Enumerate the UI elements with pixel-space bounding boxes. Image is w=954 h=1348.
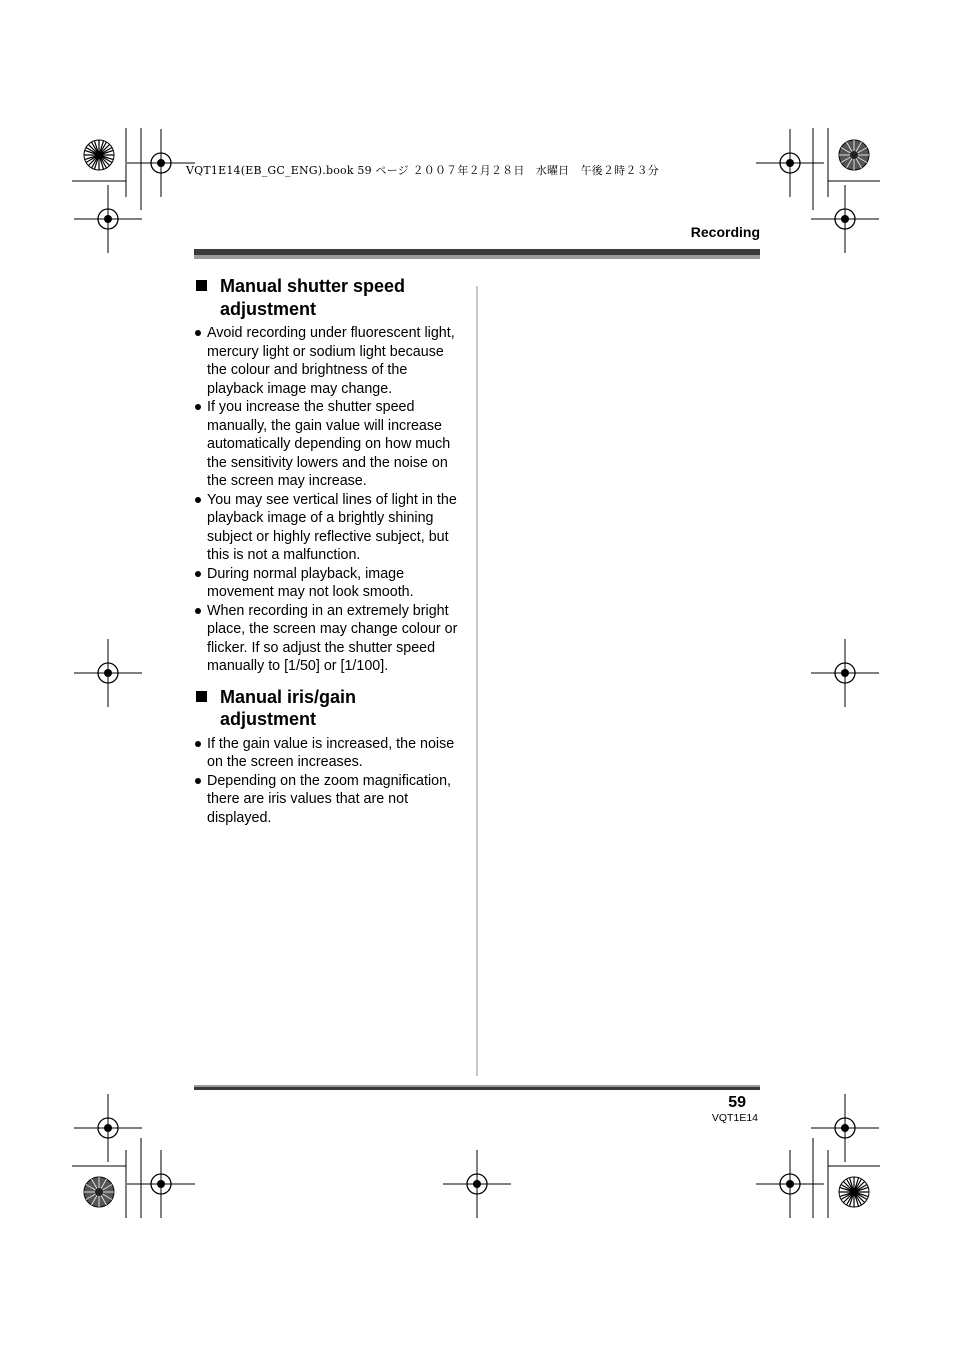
bullet-dot-icon (195, 741, 201, 747)
bullet-list (194, 735, 462, 828)
section-shutter-speed (194, 275, 462, 676)
bullet-dot-icon (195, 330, 201, 336)
model-code: VQT1E14 (711, 1112, 758, 1124)
bullet-dot-icon (195, 778, 201, 784)
heading-line-1: Manual shutter speed (220, 276, 406, 296)
list-item: When recording in an extremely bright place, the screen may change colour or flicker. If so adjust the shutter speed manually to [1/50] or [1/100]. (194, 602, 462, 676)
bullet-dot-icon (195, 497, 201, 503)
square-bullet-icon (196, 691, 207, 702)
list-item: Depending on the zoom magnification, there are iris values that are not displayed. (194, 772, 462, 828)
heading-line-1: Manual iris/gain (220, 686, 357, 707)
section-heading (194, 686, 462, 731)
list-item: If the gain value is increased, the noise on the screen increases. (194, 735, 462, 772)
left-column (194, 275, 462, 835)
page-number: 59 (728, 1094, 746, 1111)
section-label: Recording (690, 224, 760, 240)
top-rule (194, 249, 760, 259)
list-item: Avoid recording under fluorescent light, mercury light or sodium light because the colour and brightness of the playback image may change. (194, 324, 462, 398)
heading-line-2: adjustment (220, 709, 317, 729)
bullet-list (194, 324, 462, 676)
bullet-dot-icon (195, 404, 201, 410)
list-item: During normal playback, image movement may not look smooth. (194, 565, 462, 602)
bullet-dot-icon (195, 608, 201, 614)
heading-line-2: adjustment (220, 298, 317, 319)
section-iris-gain (194, 686, 462, 828)
bullet-dot-icon (195, 571, 201, 577)
list-item: You may see vertical lines of light in the playback image of a brightly shining subject or highly reflective subject, but this is not a malfunction. (194, 491, 462, 565)
column-divider (476, 286, 478, 1076)
list-item: If you increase the shutter speed manually, the gain value will increase automatically depending on how much the sensitivity lowers and the noise on the screen may increase. (194, 398, 462, 491)
print-info-header: VQT1E14(EB_GC_ENG).book 59 ページ ２００７年２月２８日 水曜日 午後２時２３分 (186, 164, 659, 177)
section-heading (194, 275, 462, 320)
bottom-rule (194, 1085, 760, 1090)
square-bullet-icon (196, 280, 207, 291)
